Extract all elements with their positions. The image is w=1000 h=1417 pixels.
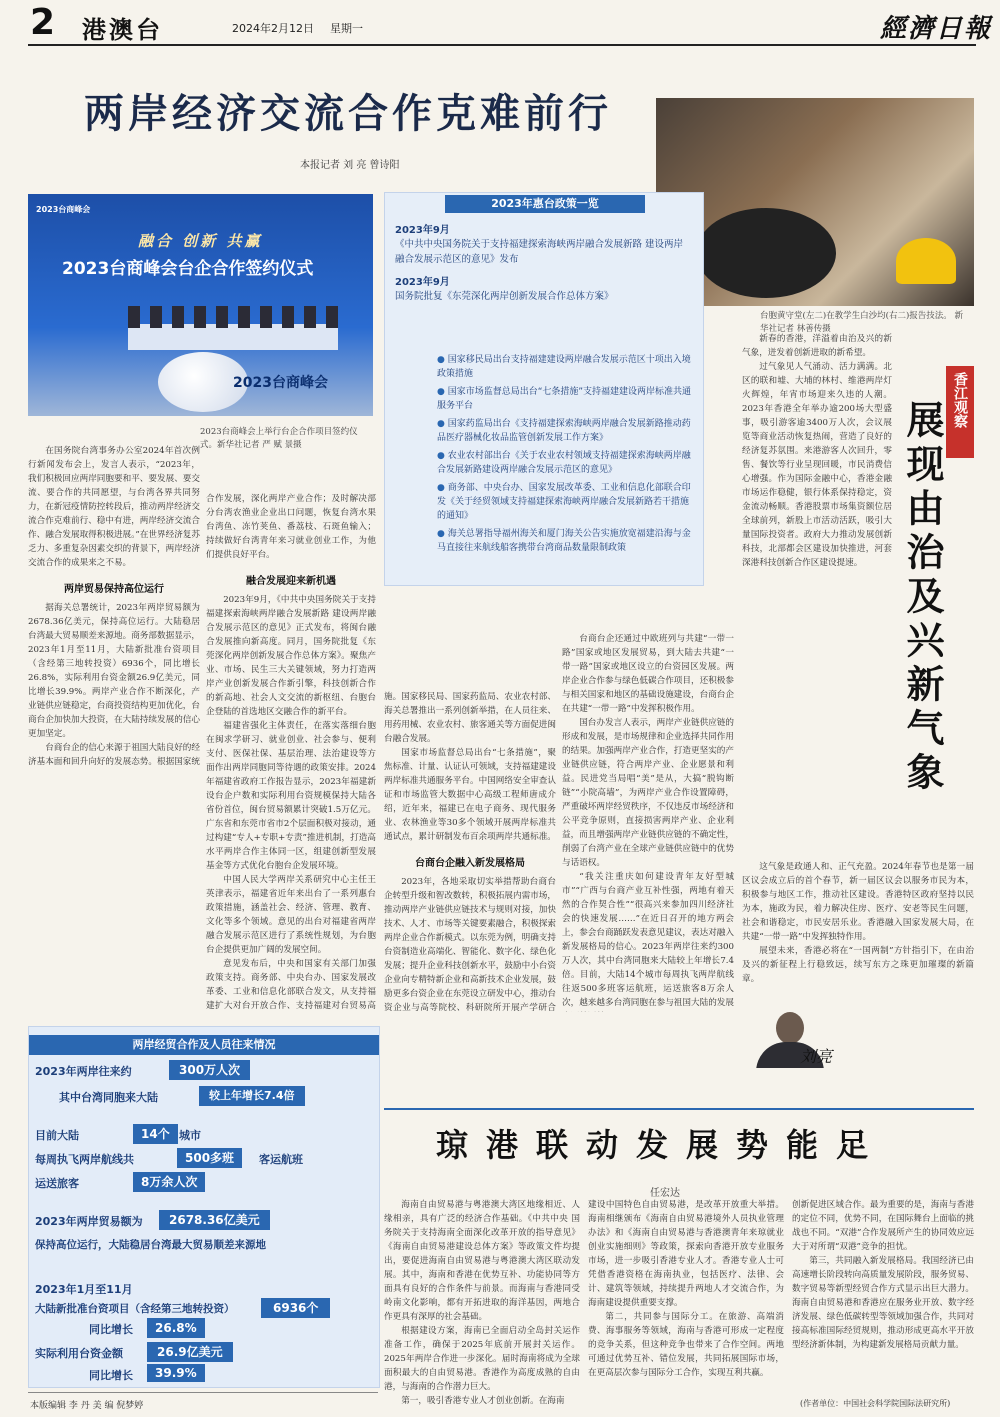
stats-infographic <box>28 1026 380 1388</box>
policy-bullet <box>437 385 695 413</box>
policy-bullet-text: 国家移民局出台支持福建建设两岸融合发展示范区十项出入境政策措施 <box>437 355 691 379</box>
bottom-col-1 <box>384 1198 580 1412</box>
bullet-dot-icon: ● <box>437 451 448 461</box>
policy-date-1: 2023年9月 <box>395 225 450 236</box>
stats-title: 两岸经贸合作及人员往来情况 <box>29 1035 379 1055</box>
article-paragraph: 国家市场监督总局出台“七条措施”，聚焦标准、计量、认证认可领域，支持福建建设两岸标准共通服务平台。中国网络安全审查认证和市场监管大数据中心高级工程师唐成介绍，近年来，福建已在电子商务、现代服务业、农林渔业等30多个领域开展两岸标准共通试点，累计研制发布百余项两岸共通标准。 <box>384 748 556 842</box>
bottom-title: 琼港联动发展势能足 <box>436 1126 887 1164</box>
footer-editors: 本版编辑 李 丹 美 编 倪梦婷 <box>30 1401 144 1411</box>
stat-label: 同比增长 <box>89 1369 133 1382</box>
page-number: 2 <box>30 2 56 43</box>
stat-value: 500多班 <box>177 1148 242 1168</box>
policy-bullet <box>437 449 695 477</box>
bottom-paragraph: 创新促进区域合作。最为重要的是，海南与香港的定位不同，优势不同，在国际舞台上面临的挑战也不同。“双港”合作发展所产生的协同效应远大于对所谓“双港”竞争的担忧。 <box>792 1200 974 1252</box>
stat-value: 26.8% <box>147 1318 205 1338</box>
stat-suffix: 客运航班 <box>259 1153 303 1166</box>
byline: 本报记者 刘 亮 曾诗阳 <box>300 160 400 171</box>
column-paragraph: 过气象见人气涌动、活力满满。北区的联和墟、大埔的林村、维港两岸灯火辉煌，年宵市场迎来久违的人潮。2023年香港全年举办逾200场大型盛事，吸引游客逾3400万人次，会议展览等商业活动恢复热闹，营造了良好的经济复苏氛围。来港游客人次回升，零售、餐饮等行业呈现回暖，市民消费信心增强。作为国际金融中心，香港金融市场运作稳健，银行体系保持稳定，资金流动畅顺。香港股票市场集资额位居全球前列，新股上市活动活跃，吸引大量国际投资者。政府大力推动发展创新科技，北部都会区建设加快推进，河套深港科技创新合作区建设提速。 <box>742 362 892 568</box>
policy-text-1: 《中共中央国务院关于支持福建探索海峡两岸融合发展新路 建设两岸融合发展示范区的意见》发布 <box>395 239 684 265</box>
bottom-col-2 <box>588 1198 784 1412</box>
summit-photo <box>28 194 373 416</box>
bottom-byline: 任宏达 <box>650 1188 680 1199</box>
stat-value: 2678.36亿美元 <box>159 1210 270 1230</box>
issue-date: 2024年2月12日 <box>232 22 314 35</box>
footer-rule <box>28 1392 378 1393</box>
article-paragraph: 国台办发言人表示，两岸产业链供应链的形成和发展，是市场规律和企业选择共同作用的结果。加强两岸产业合作，打造更坚实的产业链供应链，符合两岸产业、企业愿景和利益。民进党当局唱“美”是从，大搞“脱钩断链”“小院高墙”，为两岸产业合作设置障碍，严重破坏两岸经贸秩序，不仅违反市场经济和公平竞争原则，直接损害两岸产业、企业利益，而且增强两岸产业链供应链的不确定性，削弱了台湾产业在全球产业链供应链中的优势与话语权。 <box>562 718 734 868</box>
column-paragraph: 新春的香港，洋溢着由治及兴的新气象，迸发着创新进取的新希望。 <box>742 334 892 358</box>
stat-suffix: 城市 <box>179 1129 201 1142</box>
issue-weekday: 星期一 <box>330 22 363 35</box>
subhead: 两岸贸易保持高位运行 <box>64 584 164 595</box>
article-paragraph: 2023年，各地采取切实举措帮助台商台企转型升级和智改数转，积极拓展内需市场，推动两岸产业链供应链技术与规则对接，加快技术、人才、市场等关键要素融合，积极探索两岸企业合作新模式。以东莞为例，明确支持台资制造业高端化、智能化、数字化、绿色化发展；提升企业科技创新水平，鼓励中小台资企业向专精特新企业和高新技术企业发展，鼓励更多台资企业在东莞设立研发中心，推动台资企业与高等院校、科研院所开展产学研合 <box>384 877 556 1012</box>
article-paragraph: 中国人民大学两岸关系研究中心主任王英津表示，福建省近年来出台了一系列惠台政策措施，涵盖社会、经济、管理、教育、文化等多个领域。意见的出台对福建省两岸融合发展示范区进行了系统性规划，为台胞台企提供更加广阔的发展空间。 <box>206 875 376 955</box>
article-col-4 <box>562 632 734 1012</box>
signing-people <box>128 306 338 328</box>
stat-value: 26.9亿美元 <box>147 1342 233 1362</box>
article-paragraph: 在国务院台湾事务办公室2024年首次例行新闻发布会上，发言人表示，“2023年，我们积极回应两岸同胞要和平、要发展、要交流、要合作的共同愿望，与台湾各界共同努力，在新冠疫情防控转段后，推动两岸经济交流合作克难前行、稳中有进，两岸经济交流合作、融合发展取得积极进展。”在世界经济复苏乏力、多重复杂因素交织的背景下，两岸经济交流合作的成果来之不易。 <box>28 446 200 568</box>
policy-date-2: 2023年9月 <box>395 277 450 288</box>
section-name: 港澳台 <box>82 16 163 44</box>
column-tag-text: 香江观察 <box>952 372 968 428</box>
portrait-head <box>776 1012 804 1044</box>
bottom-author-note: (作者单位：中国社会科学院国际法研究所) <box>800 1399 951 1408</box>
stat-label: 每周执飞两岸航线共 <box>35 1153 134 1166</box>
stat-label: 大陆新批准台资项目（含经第三地转投资） <box>35 1303 235 1315</box>
stat-label: 其中台湾同胞来大陆 <box>59 1091 158 1104</box>
bottom-paragraph: 根据建设方案，海南已全面启动全岛封关运作准备工作，确保于2025年底前开展封关运作。2025年两岸合作进一步深化。届时海南将成为全球面积最大的自由贸易港。香港作为高度成熟的自由港，与海南的合作潜力巨大。 <box>384 1326 580 1392</box>
bullet-dot-icon: ● <box>437 387 448 397</box>
bullet-dot-icon: ● <box>437 419 448 429</box>
policy-bullet-text: 海关总署指导福州海关和厦门海关公告实施放宽福建沿海与金马直接往来航线船客携带台湾商品数量限制政策 <box>437 529 691 553</box>
policy-bullet-text: 国家药监局出台《支持福建探索海峡两岸融合发展新路推动药品医疗器械化妆品监管创新发展工作方案》 <box>437 419 691 443</box>
summit-logo: 2023台商峰会 <box>36 205 91 214</box>
bullet-dot-icon: ● <box>437 355 448 365</box>
craft-photo-caption: 台胞黄守堂(左二)在教学生白沙均(右二)报告技法。 新华社记者 林善传摄 <box>760 311 963 334</box>
policy-bullets <box>437 353 695 559</box>
bottom-paragraph: 第二，共同参与国际分工。在旅游、高端消费、海事服务等领域，海南与香港可形成一定程度的竞争关系，但这种竞争也带来了合作空间。两地可通过优势互补、错位发展，共同拓展国际市场，在更高层次参与国际分工合作，实现互利共赢。 <box>588 1312 784 1378</box>
summit-slogan: 融合 创新 共赢 <box>138 232 263 250</box>
policy-bullet <box>437 353 695 381</box>
bottom-paragraph: 海南自由贸易港与粤港澳大湾区地缘相近、人缘相亲，具有广泛的经济合作基础。《中共中央 国务院关于支持海南全面深化改革开放的指导意见》《海南自由贸易港建设总体方案》等政策文件均提出，要促进海南自由贸易港与粤港澳大湾区联动发展。其中，海南和香港在优势互补、功能协同等方面具有良好的合作条件与前景。而海南与香港同受岭南文化影响，都有开拓进取的海洋基因，两地合作更具有深厚的社会基础。 <box>384 1200 580 1322</box>
stage-text: 2023台商峰会 <box>233 375 328 391</box>
column-body-lower <box>742 860 974 1010</box>
masthead <box>0 0 1000 48</box>
stat-value: 300万人次 <box>169 1060 250 1080</box>
stat-value: 39.9% <box>147 1364 205 1382</box>
policy-text-2: 国务院批复《东莞深化两岸创新发展合作总体方案》 <box>395 291 614 302</box>
bottom-paragraph: 建设中国特色自由贸易港，是改革开放重大举措。海南相继颁布《海南自由贸易港境外人员执业管理办法》和《海南自由贸易港与香港澳青年来琼就业创业实施细则》等政策，探索向香港开放专业服务市场，进一步吸引香港专业人才。香港专业人士可凭借香港资格在海南执业，包括医疗、法律、会计、建筑等领域，持续提升两地人才交流合作，为海南建设提供重要支撑。 <box>588 1200 784 1308</box>
stat-value: 14个 <box>133 1124 178 1144</box>
article-paragraph: 施。国家移民局、国家药监局、农业农村部、海关总署推出一系列创新举措，在人员往来、用药用械、农业农村、旅客通关等方面促进闽台融合发展。 <box>384 692 556 744</box>
policy-box-title: 2023年惠台政策一览 <box>445 195 645 213</box>
subhead: 台商台企融入新发展格局 <box>415 858 525 869</box>
bottom-col-3 <box>792 1198 974 1398</box>
stat-label: 2023年1月至11月 <box>35 1283 133 1296</box>
bottom-paragraph: 第一，吸引香港专业人才创业创新。在海南 <box>401 1396 565 1406</box>
paper-logo: 經濟日報 <box>880 14 993 44</box>
policy-bullet <box>437 527 695 555</box>
stat-label: 目前大陆 <box>35 1129 79 1142</box>
stat-value: 8万余人次 <box>133 1172 205 1192</box>
article-paragraph: 据海关总署统计，2023年两岸贸易额为2678.36亿美元，保持高位运行。大陆稳居台湾最大贸易顺差来源地。商务部数据显示，2023年1月至11月，大陆新批准台资项目（含经第三地转投资）6936个，同比增长26.8%，实际利用台资金额26.9亿美元，同比增长39.9%。两岸产业合作不断深化，产业链供应链稳定，台商投资结构更加优化，台商台企加快加大投资，在大陆持续发展的信心更加坚定。 <box>28 603 200 739</box>
stat-value: 较上年增长7.4倍 <box>199 1086 305 1106</box>
policy-bullet-text: 商务部、中央台办、国家发展改革委、工业和信息化部联合印发《关于经贸领域支持福建探索海峡两岸融合发展新路若干措施的通知》 <box>437 483 691 521</box>
policy-box <box>384 192 704 586</box>
stat-label: 同比增长 <box>89 1323 133 1336</box>
headline: 两岸经济交流合作克难前行 <box>84 91 612 137</box>
policy-bullet <box>437 417 695 445</box>
masthead-rule <box>28 44 976 46</box>
article-paragraph: “我关注重庆如何建设青年友好型城市”“广西与台商产业互补性强，两地有着天然的合作契合性”“很高兴来参加四川经济社会的快速发展……”在近日召开的地方两会上，参会台商踊跃发表意见建议，表达对融入新发展格局的信心。2023年两岸往来约300万人次，其中台湾同胞来大陆较上年增长7.4倍。目前，大陆14个城市每周执飞两岸航线往返500多班客运航班，运送旅客8万余人次，越来越多台湾同胞在参与祖国大陆的发展 <box>562 872 734 1008</box>
bottom-title-frame <box>384 1108 974 1180</box>
article-paragraph: 意见发布后，中央和国家有关部门加强政策支持。商务部、中央台办、国家发展改革委、工业和信息化部联合发文，从支持福建扩大对台开放合作、支持福建对台贸易高 <box>206 959 376 1011</box>
article-col-3 <box>384 690 556 1012</box>
subhead: 融合发展迎来新机遇 <box>246 576 336 587</box>
vessel <box>696 208 836 298</box>
article-paragraph: 2023年9月，《中共中央国务院关于支持福建探索海峡两岸融合发展新路 建设两岸融合发展示范区的意见》正式发布，将闽台融合发展推向新高度。同月，国务院批复《东莞深化两岸创新发展合作总体方案》。聚焦产业、市场、民生三大关键领域，努力打造两岸产业创新发展合作新引擎，科技创新合作的新高地、社会人文交流的新枢纽、台胞台企登陆的首选地区交融合作的新平台。 <box>206 595 376 717</box>
stat-value: 6936个 <box>261 1298 330 1318</box>
column-paragraph: 展望未来，香港必将在“一国两制”方针指引下，在由治及兴的新征程上行稳致远，续写东方之珠更加璀璨的新篇章。 <box>742 946 974 984</box>
article-col-1 <box>28 444 200 770</box>
author-signature: 刘亮 <box>800 1047 833 1066</box>
column-paragraph: 这气象是政通人和、正气充盈。2024年春节也是第一届区议会成立后的首个春节，新一届区议会以服务市民为本，积极参与地区工作，推动社区建设。香港特区政府坚持以民为本，施政为民，着力解决住房、医疗、安老等民生问题，社会和谐稳定，市民安居乐业。香港融入国家发展大局，在共建“一带一路”中发挥独特作用。 <box>742 862 974 942</box>
column-title: 展现由治及兴新气象 <box>900 400 944 796</box>
bullet-dot-icon: ● <box>437 529 448 539</box>
bottom-paragraph: 第三，共同融入新发展格局。我国经济已由高速增长阶段转向高质量发展阶段，服务贸易、数字贸易等新型经贸合作方式显示出巨大潜力。海南自由贸易港和香港应在服务业开放、数字经济发展、绿色低碳转型等领域加强合作，共同对接高标准国际经贸规则，推动形成更高水平开放型经济新体制，为构建新发展格局贡献力量。 <box>792 1256 974 1350</box>
bullet-dot-icon: ● <box>437 483 448 493</box>
policy-bullet <box>437 481 695 523</box>
article-paragraph: 台商台企还通过中欧班列与共建“一带一路”国家或地区发展贸易，到大陆去共建“一带一路”国家或地区设立的台资园区发展。两岸企业合作参与绿色低碳合作项目，还积极参与相关国家和地区的基础设施建设，台商台企在共建“一带一路”中发挥积极作用。 <box>562 634 734 714</box>
summit-photo-caption: 2023台商峰会上举行台企合作项目签约仪式。新华社记者 严 赋 景摄 <box>200 427 358 450</box>
author-portrait <box>742 1010 838 1068</box>
summit-banner-title: 2023台商峰会台企合作签约仪式 <box>62 259 314 279</box>
stat-label: 2023年两岸贸易额为 <box>35 1215 143 1228</box>
stat-label: 保持高位运行，大陆稳居台湾最大贸易顺差来源地 <box>35 1239 266 1251</box>
article-paragraph: 台商台企的信心来源于祖国大陆良好的经济基本面和回升向好的发展态势。根据国家统 <box>28 743 200 767</box>
article-paragraph: 福建省强化主体责任，在落实落细台胞在闽求学研习、就业创业、社会参与、便利支付、医保社保、基层治理、法治建设等方面作出两岸同胞同等待遇的政策安排。2024年福建省政府工作报告显示，2023年福建新设台企户数和实际利用台资规模保持大陆各省份首位，闽台贸易额累计突破1.5万亿元。广东省和东莞市省市2个层面积极对接动，通过构建“专人+专职+专责”推进机制，打造高水平两岸合作主体同一区，组建创新型发展基金等方式优化台胞台企发展环境。 <box>206 721 376 871</box>
article-col-2 <box>206 492 376 1012</box>
article-paragraph: 合作发展，深化两岸产业合作；及时解决部分台湾农渔业企业出口问题，恢复台湾水果台湾鱼、冻竹荚鱼、番荔枝、石斑鱼输入；持续做好台湾青年来习就业创业工作，为他们提供良好平台。 <box>206 494 376 560</box>
column-tag <box>946 366 974 458</box>
policy-bullet-text: 农业农村部出台《关于农业农村领域支持福建探索海峡两岸融合发展新路建设两岸融合发展示范区的意见》 <box>437 451 691 475</box>
stat-label: 运送旅客 <box>35 1177 79 1190</box>
helmet <box>896 238 956 284</box>
stat-label: 2023年两岸往来约 <box>35 1065 132 1078</box>
policy-bullet-text: 国家市场监督总局出台“七条措施”支持福建建设两岸标准共通服务平台 <box>437 387 692 411</box>
stat-label: 实际利用台资金额 <box>35 1347 123 1360</box>
